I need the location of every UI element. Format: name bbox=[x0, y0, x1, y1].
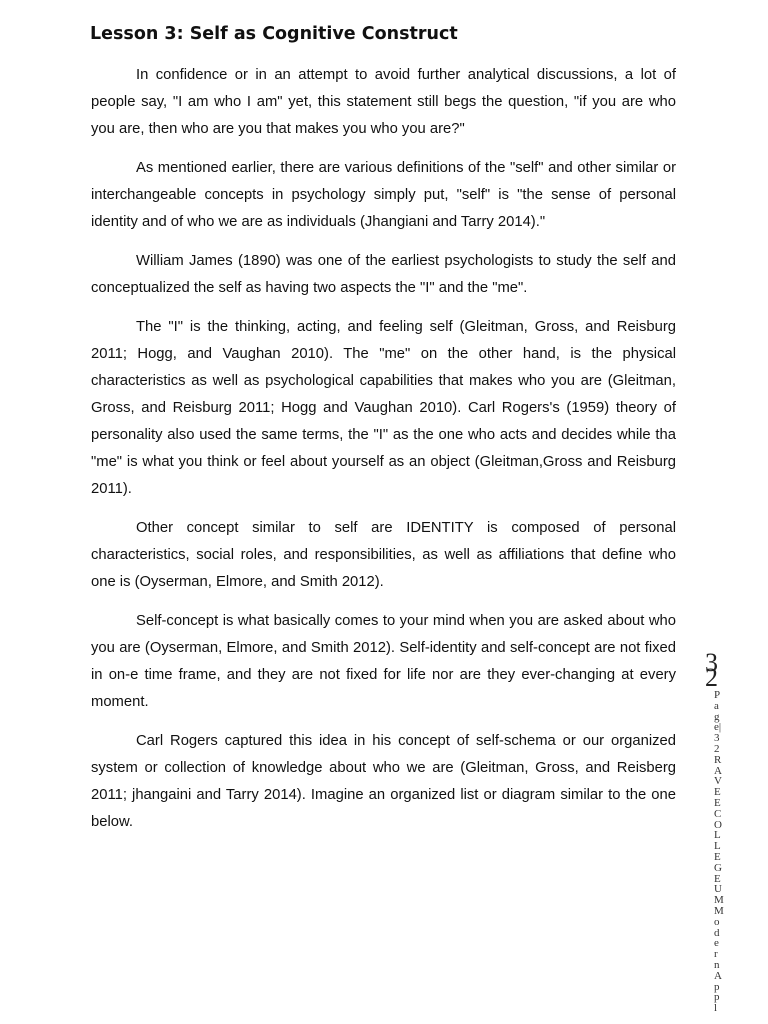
paragraph-7: Carl Rogers captured this idea in his concept of self-schema or our organized system or collection of knowledge about who we are (Gleitman, Gross, and Reisberg 2011; jhangaini and Tarry 2014). Imagine an organized list or diagram similar to the one below. bbox=[91, 733, 676, 830]
paragraph-2: As mentioned earlier, there are various definitions of the "self" and other similar or interchangeable concepts in psychology simply put, "self" is "the sense of personal identity and of who we are as individuals (Jhangiani and Tarry 2014)." bbox=[91, 160, 676, 230]
paragraph-5: Other concept similar to self are IDENTITY is composed of personal characteristics, social roles, and responsibilities, as well as affiliations that define who one is (Oyserman, Elmore, and Smith 2012). bbox=[91, 520, 676, 590]
paragraph-6: Self-concept is what basically comes to your mind when you are asked about who you are (Oyserman, Elmore, and Smith 2012). Self-identity and self-concept are not fixed in on-e time frame, and they are not fixed for life nor are they ever-changing at every moment. bbox=[91, 613, 676, 710]
page-number: 32 bbox=[705, 648, 718, 692]
paragraph-4: The "I" is the thinking, acting, and feeling self (Gleitman, Gross, and Reisburg 2011; Hogg, and Vaughan 2010). The "me" on the other hand, is the physical characteristics as well as psychological capabilities that makes who you are (Gleitman, Gross, and Reisburg 2011; Hogg and Vaughan 2010). Carl Rogers's (1959) theory of personality also used the same terms, the "I" as the one who acts and decides while tha "me" is what you think or feel about yourself as an object (Gleitman,Gross and Reisburg 2011). bbox=[91, 319, 676, 497]
page-title: Lesson 3: Self as Cognitive Construct bbox=[90, 24, 458, 44]
paragraph-1: In confidence or in an attempt to avoid further analytical discussions, a lot of people say, "I am who I am" yet, this statement still begs the question, "if you are who you are, then who are you that makes you who you are?" bbox=[91, 67, 676, 137]
side-label: Page|32RAVEECOLLEGEUM Modern Appl bbox=[714, 689, 724, 1015]
document-body bbox=[91, 62, 676, 848]
paragraph-3: William James (1890) was one of the earliest psychologists to study the self and conceptualized the self as having two aspects the "I" and the "me". bbox=[91, 253, 676, 296]
